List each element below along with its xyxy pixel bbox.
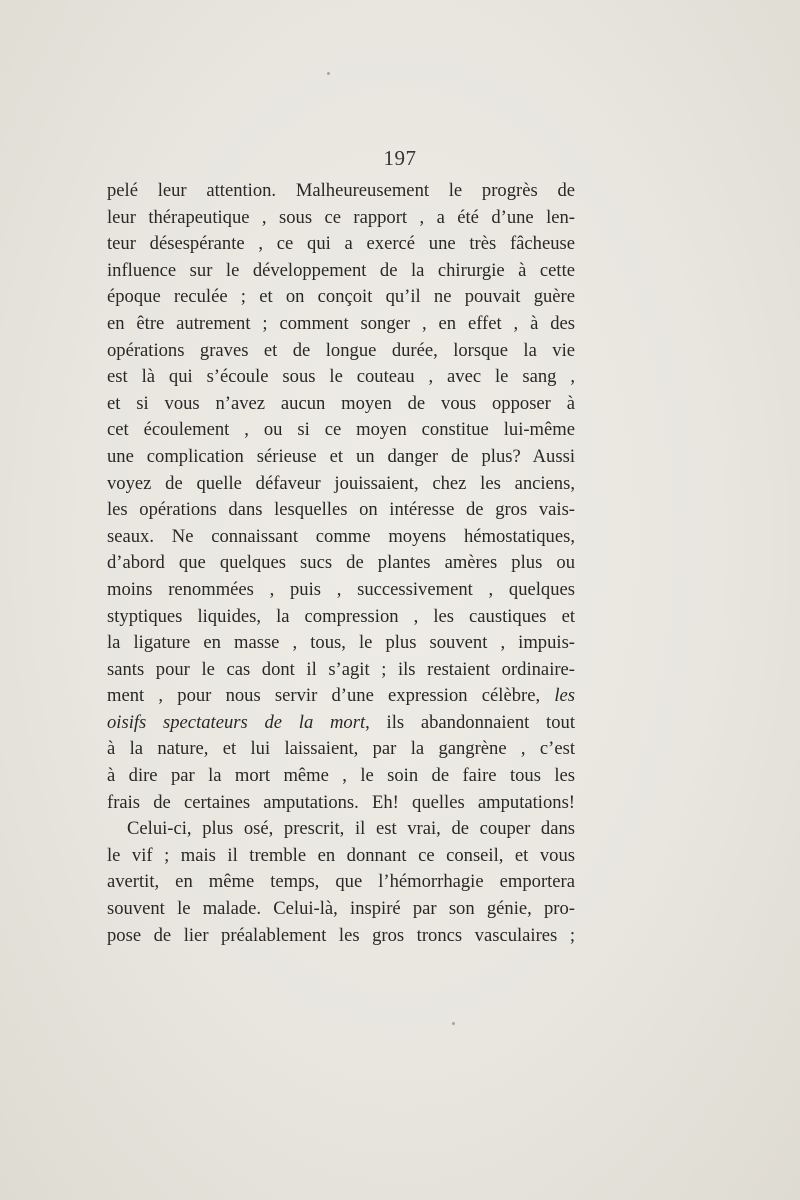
text-line: le vif ; mais il tremble en donnant ce conseil, et vous (107, 844, 575, 866)
text-line: et si vous n’avez aucun moyen de vous opposer à (107, 392, 575, 414)
text-line: pose de lier préalablement les gros troncs vasculaires ; (107, 924, 575, 946)
text-line: oisifs spectateurs de la mort, ils abandonnaient tout (107, 711, 575, 733)
text-line: à la nature, et lui laissaient, par la gangrène , c’est (107, 738, 575, 760)
text-line: influence sur le développement de la chirurgie à cette (107, 259, 575, 281)
body-text (107, 178, 575, 949)
italic-phrase: les (554, 685, 575, 707)
text-line: d’abord que quelques sucs de plantes amères plus ou (107, 552, 575, 574)
text-line: voyez de quelle défaveur jouissaient, chez les anciens, (107, 472, 575, 494)
text-line: leur thérapeutique , sous ce rapport , a été d’une len- (107, 206, 575, 228)
text-line: cet écoulement , ou si ce moyen constitue lui-même (107, 419, 575, 441)
text-line: frais de certaines amputations. Eh! quelles amputations! (107, 791, 575, 813)
text-line: à dire par la mort même , le soin de faire tous les (107, 765, 575, 787)
text-line: avertit, en même temps, que l’hémorrhagie emportera (107, 871, 575, 893)
text-line: styptiques liquides, la compression , les caustiques et (107, 605, 575, 627)
paper-speck (452, 1022, 455, 1025)
text-line: ment , pour nous servir d’une expression célèbre, les (107, 685, 575, 707)
text-line: les opérations dans lesquelles on intéresse de gros vais- (107, 499, 575, 521)
text-line-paragraph-start: Celui-ci, plus osé, prescrit, il est vrai, de couper dans (127, 818, 575, 840)
text-line: moins renommées , puis , successivement , quelques (107, 578, 575, 600)
paper-speck (327, 72, 330, 75)
text-line: la ligature en masse , tous, le plus souvent , impuis- (107, 632, 575, 654)
text-line: en être autrement ; comment songer , en effet , à des (107, 312, 575, 334)
text-line: est là qui s’écoule sous le couteau , avec le sang , (107, 366, 575, 388)
text-line: sants pour le cas dont il s’agit ; ils restaient ordinaire- (107, 658, 575, 680)
text-line: opérations graves et de longue durée, lorsque la vie (107, 339, 575, 361)
text-line: teur désespérante , ce qui a exercé une très fâcheuse (107, 233, 575, 255)
text-line: époque reculée ; et on conçoit qu’il ne pouvait guère (107, 286, 575, 308)
text-line: pelé leur attention. Malheureusement le progrès de (107, 180, 575, 201)
text-line: souvent le malade. Celui-là, inspiré par son génie, pro- (107, 898, 575, 920)
italic-phrase: oisifs spectateurs de la mort (107, 711, 366, 733)
text-line: seaux. Ne connaissant comme moyens hémostatiques, (107, 525, 575, 547)
text-line: une complication sérieuse et un danger de plus? Aussi (107, 445, 575, 467)
page-number: 197 (383, 146, 417, 170)
